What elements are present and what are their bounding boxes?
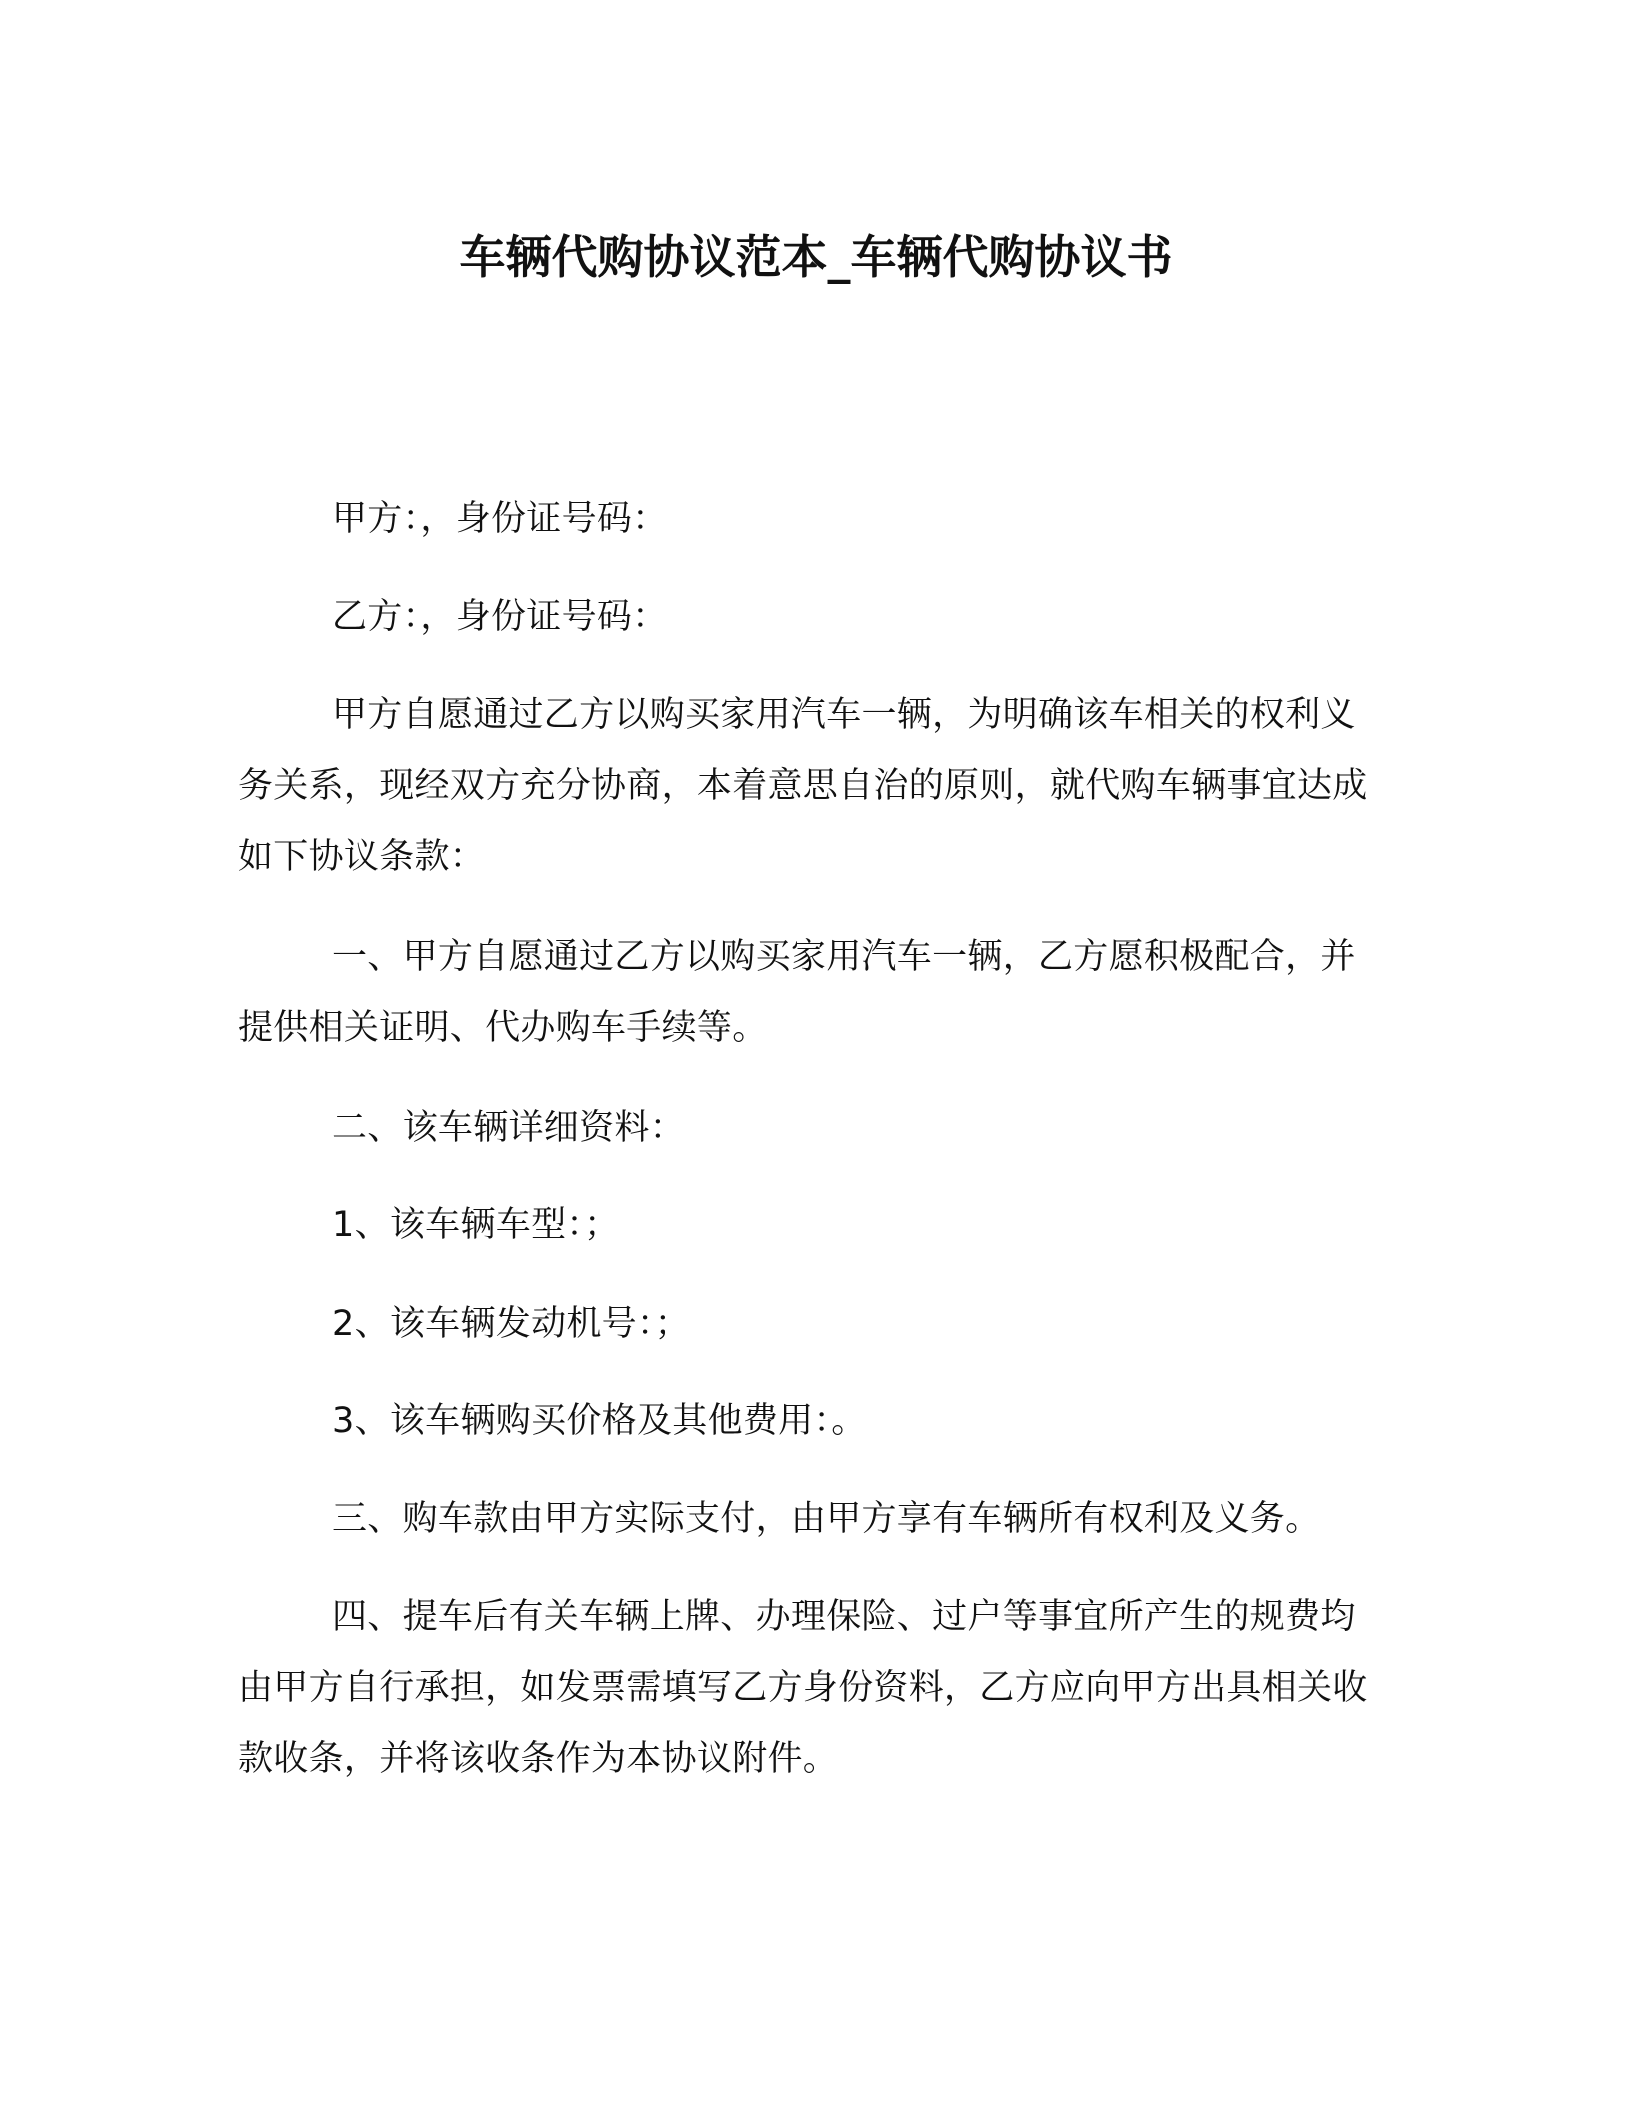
price-fees-line: 3、该车辆购买价格及其他费用：。 bbox=[332, 1401, 867, 1441]
clause-two-heading: 二、该车辆详细资料： bbox=[332, 1108, 686, 1148]
engine-number-line: 2、该车辆发动机号：； bbox=[332, 1304, 691, 1344]
clause-one-paragraph: 一、甲方自愿通过乙方以购买家用汽车一辆，乙方愿积极配合，并提供相关证明、代办购车手续等。 bbox=[238, 937, 1356, 1048]
vehicle-model-line: 1、该车辆车型：； bbox=[332, 1205, 620, 1245]
document-title: 车辆代购协议范本_车辆代购协议书 bbox=[459, 230, 1173, 284]
clause-four-paragraph: 四、提车后有关车辆上牌、办理保险、过户等事宜所产生的规费均由甲方自行承担，如发票需填写乙方身份资料，乙方应向甲方出具相关收款收条，并将该收条作为本协议附件。 bbox=[238, 1597, 1368, 1779]
party-b-line: 乙方：，身份证号码： bbox=[332, 597, 668, 637]
agreement-intro-paragraph: 甲方自愿通过乙方以购买家用汽车一辆，为明确该车相关的权利义务关系，现经双方充分协商，本着意思自治的原则，就代购车辆事宜达成如下协议条款： bbox=[238, 695, 1368, 877]
clause-three-paragraph: 三、购车款由甲方实际支付，由甲方享有车辆所有权利及义务。 bbox=[332, 1499, 1321, 1539]
party-a-line: 甲方：，身份证号码： bbox=[332, 499, 668, 539]
